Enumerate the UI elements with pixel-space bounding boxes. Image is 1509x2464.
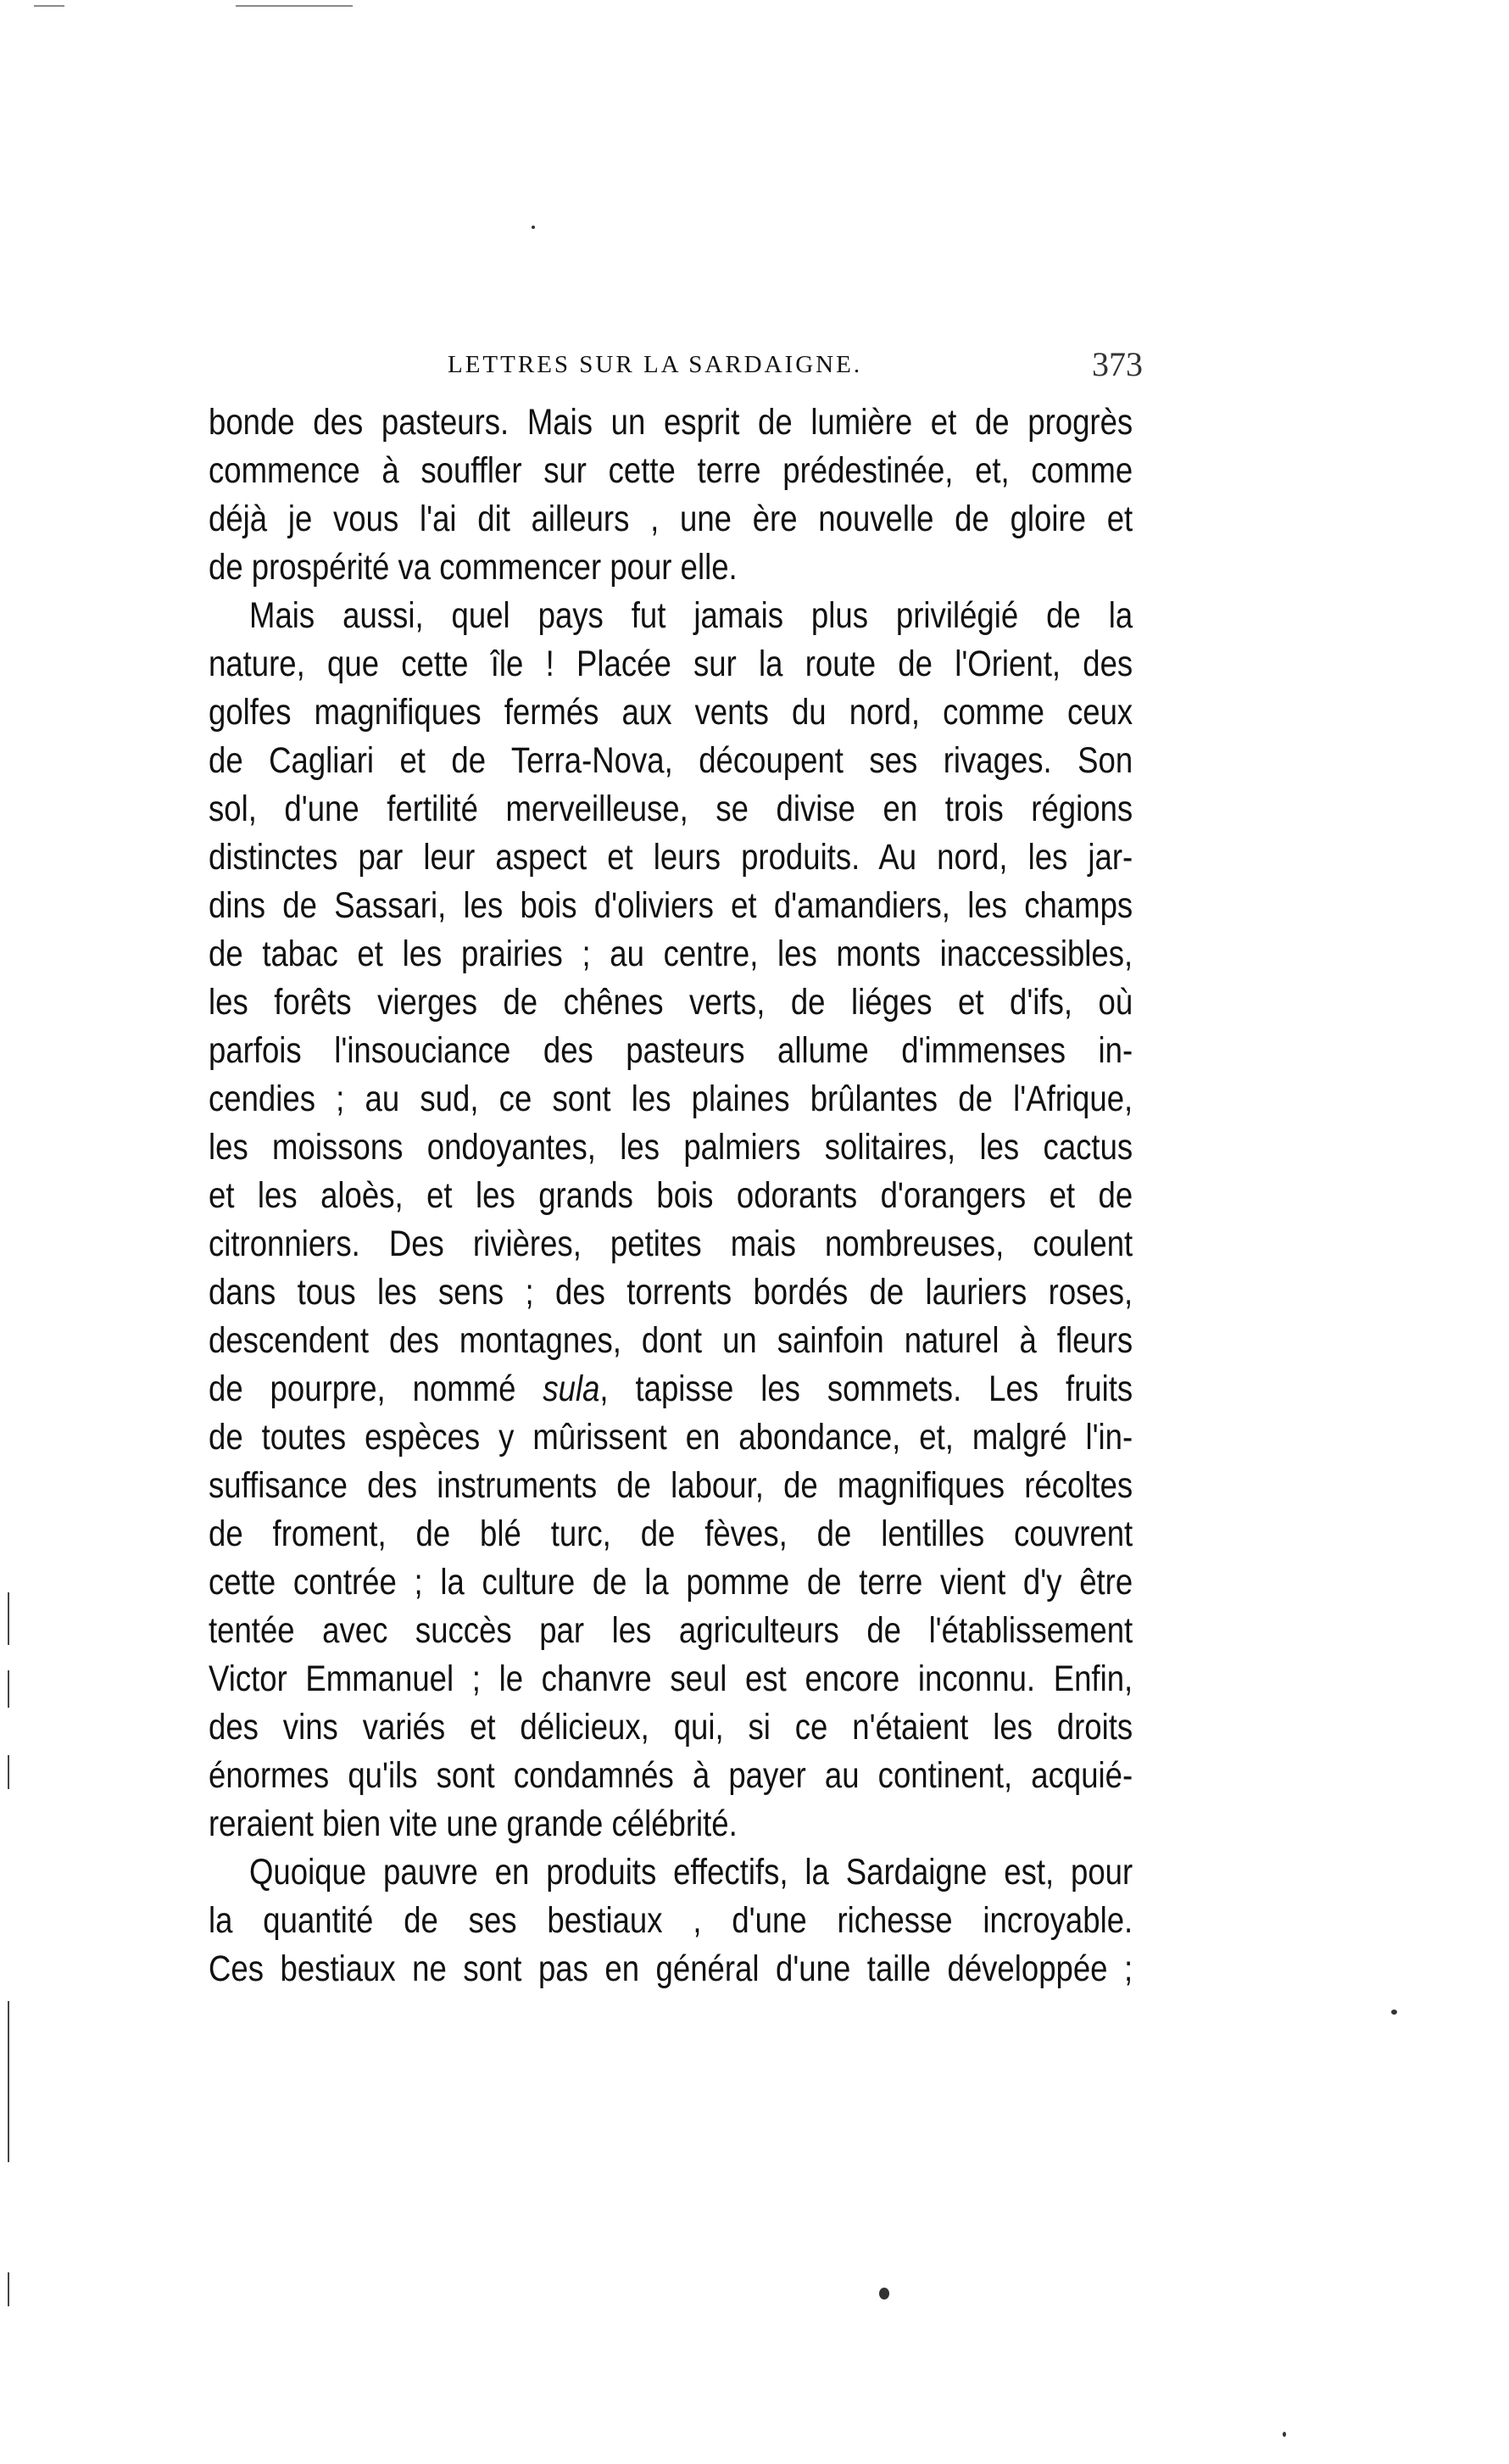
text-line: de toutes espèces y mûrissent en abondance, et, malgré l'in- xyxy=(209,1418,1133,1458)
text-line: descendent des montagnes, dont un sainfoin naturel à fleurs xyxy=(209,1321,1133,1361)
ink-speck xyxy=(1283,2432,1286,2437)
text-line: les moissons ondoyantes, les palmiers solitaires, les cactus xyxy=(209,1128,1133,1168)
text-line: bonde des pasteurs. Mais un esprit de lumière et de progrès xyxy=(209,403,1133,443)
scan-margin-mark xyxy=(8,1670,9,1708)
body-text xyxy=(209,399,1133,1993)
text-line: Victor Emmanuel ; le chanvre seul est encore inconnu. Enfin, xyxy=(209,1659,1133,1699)
scan-margin-mark xyxy=(8,2001,9,2162)
top-edge-rule xyxy=(34,5,64,7)
text-line: dins de Sassari, les bois d'oliviers et d'amandiers, les champs xyxy=(209,886,1133,926)
text-line: la quantité de ses bestiaux , d'une richesse incroyable. xyxy=(209,1901,1133,1941)
text-line: Ces bestiaux ne sont pas en général d'une taille développée ; xyxy=(209,1949,1133,1989)
text-line: commence à souffler sur cette terre prédestinée, et, comme xyxy=(209,451,1133,491)
text-line: dans tous les sens ; des torrents bordés de lauriers roses, xyxy=(209,1273,1133,1313)
scan-margin-mark xyxy=(8,1755,9,1789)
text-line: golfes magnifiques fermés aux vents du nord, comme ceux xyxy=(209,693,1133,733)
text-line: Quoique pauvre en produits effectifs, la Sardaigne est, pour xyxy=(249,1853,1133,1893)
running-title: LETTRES SUR LA SARDAIGNE. xyxy=(448,351,863,378)
text-line: distinctes par leur aspect et leurs produits. Au nord, les jar- xyxy=(209,838,1133,878)
text-line: énormes qu'ils sont condamnés à payer au continent, acquié- xyxy=(209,1756,1133,1796)
text-line: déjà je vous l'ai dit ailleurs , une ère nouvelle de gloire et xyxy=(209,499,1133,539)
ink-speck xyxy=(879,2288,889,2300)
text-line: cette contrée ; la culture de la pomme de terre vient d'y être xyxy=(209,1563,1133,1603)
scan-margin-mark xyxy=(8,1592,9,1645)
page-number: 373 xyxy=(1092,345,1143,383)
text-line: de pourpre, nommé sula, tapisse les sommets. Les fruits xyxy=(209,1369,1133,1409)
text-line: tentée avec succès par les agriculteurs de l'établissement xyxy=(209,1611,1133,1651)
text-line: les forêts vierges de chênes verts, de liéges et d'ifs, où xyxy=(209,983,1133,1023)
text-line: suffisance des instruments de labour, de magnifiques récoltes xyxy=(209,1466,1133,1506)
text-line: de froment, de blé turc, de fèves, de lentilles couvrent xyxy=(209,1514,1133,1554)
top-edge-rule xyxy=(236,5,353,7)
text-line: de Cagliari et de Terra-Nova, découpent ses rivages. Son xyxy=(209,741,1133,781)
text-line: sol, d'une fertilité merveilleuse, se divise en trois régions xyxy=(209,789,1133,829)
ink-speck xyxy=(532,226,535,229)
text-line: des vins variés et délicieux, qui, si ce n'étaient les droits xyxy=(209,1708,1133,1748)
running-head xyxy=(448,344,1143,387)
text-line: de prospérité va commencer pour elle. xyxy=(209,548,738,588)
text-line: Mais aussi, quel pays fut jamais plus privilégié de la xyxy=(249,596,1133,636)
text-line: nature, que cette île ! Placée sur la route de l'Orient, des xyxy=(209,644,1133,684)
ink-speck xyxy=(1391,2010,1397,2015)
text-line: de tabac et les prairies ; au centre, les monts inaccessibles, xyxy=(209,934,1133,974)
text-line: parfois l'insouciance des pasteurs allume d'immenses in- xyxy=(209,1031,1133,1071)
scan-margin-mark xyxy=(8,2272,9,2306)
text-line: citronniers. Des rivières, petites mais nombreuses, coulent xyxy=(209,1224,1133,1264)
text-line: cendies ; au sud, ce sont les plaines brûlantes de l'Afrique, xyxy=(209,1079,1133,1119)
text-line: reraient bien vite une grande célébrité. xyxy=(209,1804,738,1844)
text-line: et les aloès, et les grands bois odorants d'orangers et de xyxy=(209,1176,1133,1216)
